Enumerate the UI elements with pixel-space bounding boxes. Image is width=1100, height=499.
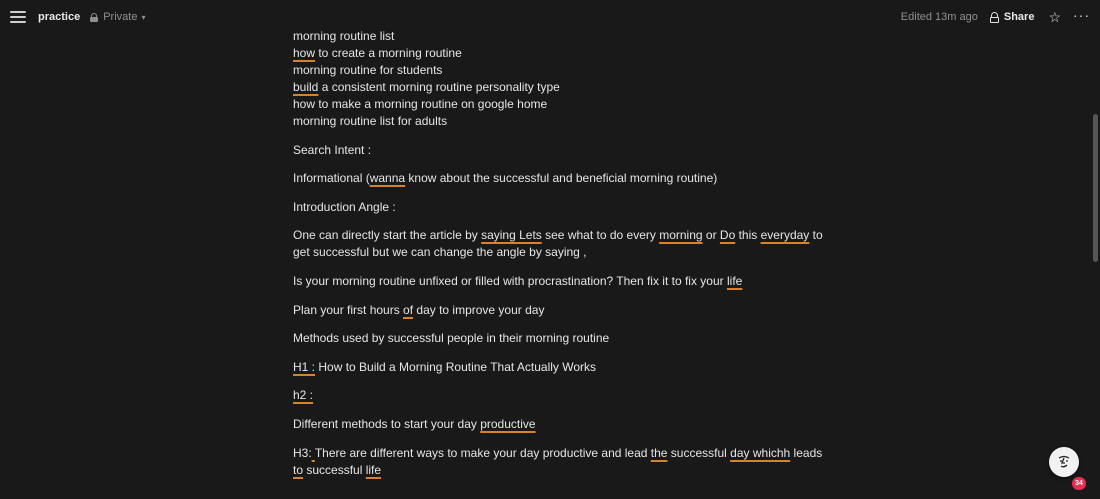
lock-icon (990, 12, 999, 22)
text-line[interactable] (293, 273, 813, 290)
text-line[interactable] (293, 445, 823, 462)
text-line[interactable] (293, 170, 813, 187)
text-segment: successful (303, 462, 366, 477)
text-segment: Informational ( (293, 171, 370, 186)
text-segment: One can directly start the article by (293, 228, 482, 243)
misspelled-word: life (727, 273, 743, 288)
blank-line[interactable] (293, 433, 813, 445)
share-label: Share (1003, 11, 1035, 23)
text-segment: leads (790, 445, 823, 460)
misspelled-word: of (403, 302, 414, 317)
misspelled-word: to (293, 462, 304, 477)
blank-line[interactable] (293, 347, 813, 359)
text-line[interactable] (293, 96, 813, 113)
misspelled-word: how (293, 46, 316, 60)
misspelled-word: morning (659, 228, 703, 243)
text-segment: a consistent morning routine personality type (318, 80, 560, 94)
text-segment: Search Intent : (293, 142, 372, 157)
text-segment: Introduction Angle : (293, 199, 396, 214)
misspelled-word: saying Lets (481, 228, 542, 243)
page-title[interactable]: practice (38, 11, 81, 23)
star-icon[interactable]: ☆ (1048, 9, 1061, 25)
privacy-dropdown[interactable] (90, 11, 145, 23)
misspelled-word: productive (480, 416, 536, 431)
text-line[interactable] (293, 416, 813, 433)
text-line[interactable] (293, 244, 813, 261)
text-line[interactable] (293, 28, 813, 45)
text-line[interactable] (293, 387, 813, 404)
blank-line[interactable] (293, 261, 813, 273)
text-line[interactable] (293, 113, 813, 130)
misspelled-word: the (650, 445, 668, 460)
misspelled-word: h2 : (293, 388, 314, 403)
misspelled-word: build (293, 80, 319, 94)
text-segment: know about the successful and beneficial morning routine) (405, 171, 718, 186)
text-line[interactable] (293, 227, 823, 244)
lock-icon (90, 13, 98, 22)
page-actions (900, 6, 1090, 25)
text-line[interactable] (293, 462, 813, 479)
help-button[interactable] (1049, 447, 1079, 477)
blank-line[interactable] (293, 216, 813, 228)
blank-line[interactable] (293, 319, 813, 331)
blank-line[interactable] (293, 376, 813, 388)
text-segment: Plan your first hours (293, 302, 404, 317)
text-line[interactable] (293, 199, 813, 216)
text-segment: How to Build a Morning Routine That Actually Works (315, 359, 597, 374)
blank-line[interactable] (293, 187, 813, 199)
misspelled-word: H1 : (293, 359, 316, 374)
misspelled-word: Do (719, 228, 736, 243)
blank-line[interactable] (293, 130, 813, 142)
privacy-label: Private (103, 11, 138, 23)
text-line[interactable] (293, 330, 813, 347)
share-button[interactable] (990, 11, 1035, 23)
text-line[interactable] (293, 45, 813, 62)
chevron-down-icon: ▾ (141, 12, 146, 22)
text-line[interactable] (293, 302, 813, 319)
partial-line-cut-off (293, 18, 813, 28)
scrollbar[interactable] (1092, 34, 1100, 499)
misspelled-word: wanna (369, 171, 406, 186)
misspelled-word: day whichh (730, 445, 791, 460)
text-segment: successful (667, 445, 731, 460)
text-segment: day to improve your day (413, 302, 545, 317)
text-segment: get successful but we can change the angle by saying , (293, 245, 587, 260)
blank-line[interactable] (293, 159, 813, 171)
text-segment: to create a morning routine (315, 46, 462, 60)
text-segment: There are different ways to make your day productive and lead (314, 445, 651, 460)
text-line[interactable] (293, 79, 813, 96)
text-segment: how to make a morning routine on google home (293, 97, 548, 111)
blank-line[interactable] (293, 290, 813, 302)
scrollbar-thumb[interactable] (1093, 114, 1098, 262)
text-segment: Different methods to start your day (293, 416, 481, 431)
text-segment: H3: (293, 445, 312, 460)
text-segment: Methods used by successful people in their morning routine (293, 331, 610, 346)
more-horizontal-icon[interactable]: ··· (1073, 6, 1090, 23)
misspelled-word: everyday (760, 228, 810, 243)
blank-line[interactable] (293, 404, 813, 416)
text-line[interactable] (293, 142, 813, 159)
edited-timestamp[interactable]: Edited 13m ago (900, 11, 978, 23)
text-segment: Is your morning routine unfixed or filled with procrastination? Then fix it to fix your (293, 273, 727, 288)
text-segment: or (702, 228, 720, 243)
text-line[interactable] (293, 62, 813, 79)
text-segment: to (809, 228, 823, 243)
hamburger-icon[interactable] (10, 11, 26, 23)
text-line[interactable] (293, 359, 813, 376)
notification-badge[interactable]: 34 (1072, 477, 1086, 490)
notion-face-icon (1055, 453, 1073, 471)
text-segment: morning routine list (293, 29, 395, 43)
document-body[interactable] (293, 18, 823, 479)
text-segment: morning routine for students (293, 63, 443, 77)
misspelled-word: life (365, 462, 382, 477)
text-segment: this (735, 228, 761, 243)
text-segment: morning routine list for adults (293, 114, 448, 128)
text-segment: see what to do every (541, 228, 660, 243)
